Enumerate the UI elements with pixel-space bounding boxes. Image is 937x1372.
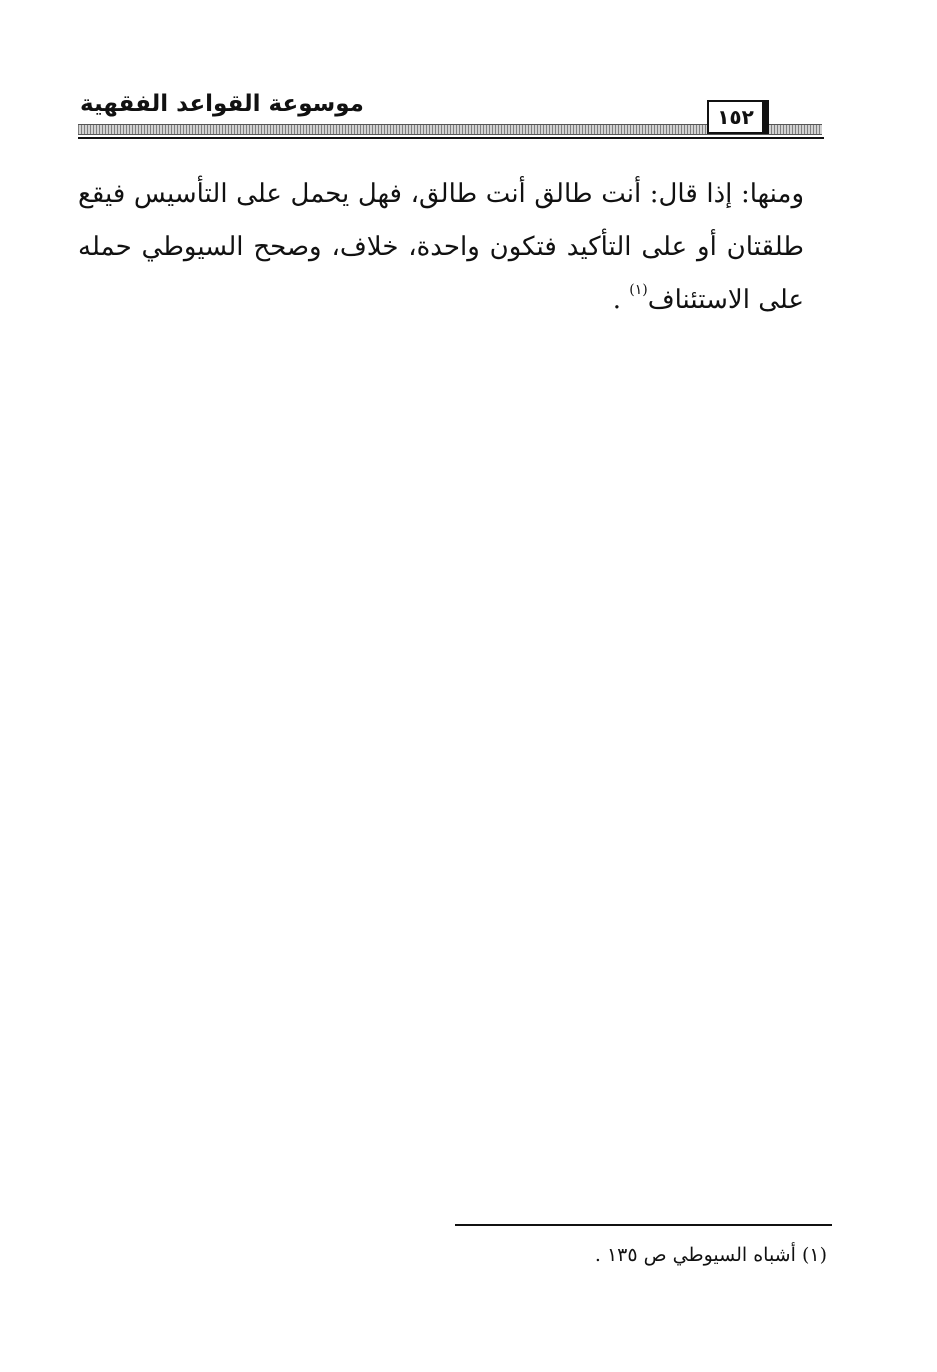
footnote-number: (١) bbox=[801, 1244, 827, 1266]
page-number: ١٥٢ bbox=[707, 100, 769, 134]
footnote-separator bbox=[455, 1224, 832, 1226]
footnote-reference[interactable]: (١) bbox=[629, 282, 648, 298]
running-title: موسوعة القواعد الفقهية bbox=[80, 91, 364, 117]
page-header bbox=[78, 88, 824, 140]
footnote bbox=[455, 1240, 827, 1270]
paragraph-text: ومنها: إذا قال: أنت طالق أنت طالق، فهل يحمل على التأسيس فيقع طلقتان أو على التأكيد فتكون واحدة، خلاف، وصحح السيوطي حمله على الاستئناف bbox=[78, 179, 804, 315]
footnote-text: أشباه السيوطي ص ١٣٥ . bbox=[594, 1244, 796, 1266]
paragraph-end: . bbox=[612, 285, 630, 315]
header-rule bbox=[78, 137, 824, 139]
body-paragraph bbox=[78, 168, 804, 327]
